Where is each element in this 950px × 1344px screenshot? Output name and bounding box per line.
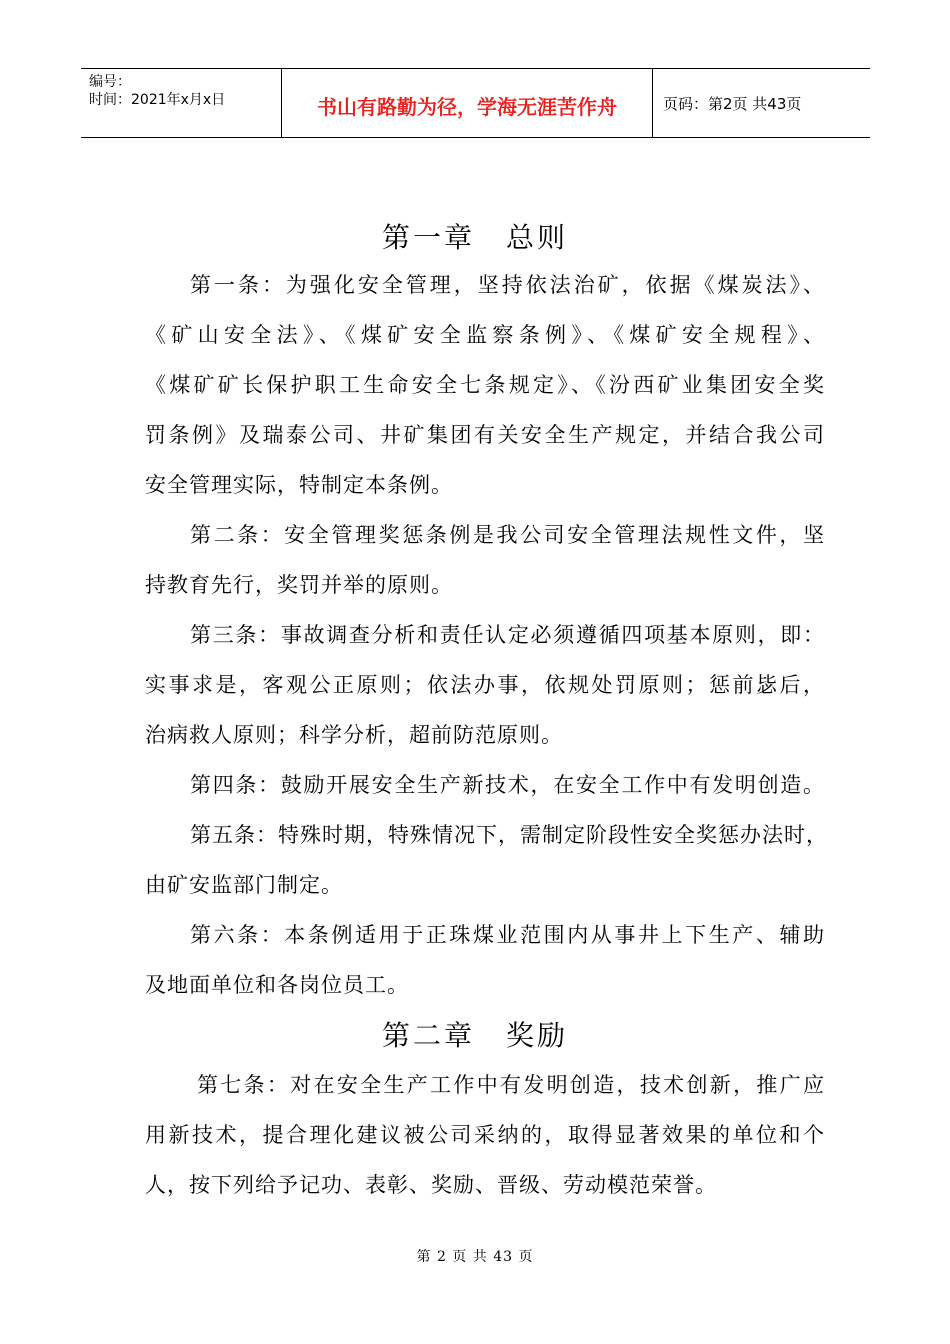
page-footer: 第 2 页 共 43 页 — [416, 1249, 534, 1265]
body-line: 第七条：对在安全生产工作中有发明创造，技术创新，推广应 — [197, 1073, 825, 1097]
body-line: 第六条：本条例适用于正珠煤业范围内从事井上下生产、辅助 — [190, 923, 825, 947]
body-line: 第二条：安全管理奖惩条例是我公司安全管理法规性文件，坚 — [190, 523, 825, 547]
body-line: 安全管理实际，特制定本条例。 — [145, 473, 453, 497]
body-line: 人，按下列给予记功、表彰、奖励、晋级、劳动模范荣誉。 — [145, 1173, 717, 1197]
header-motto: 书山有路勤为径，学海无涯苦作舟 — [317, 95, 617, 119]
body-line: 及地面单位和各岗位员工。 — [145, 973, 409, 997]
header-motto-cell — [282, 69, 653, 137]
header-meta-cell — [81, 69, 282, 137]
body-line: 第四条：鼓励开展安全生产新技术，在安全工作中有发明创造。 — [190, 773, 825, 797]
body-line: 《煤矿矿长保护职工生命安全七条规定》、《汾西矿业集团安全奖 — [145, 373, 825, 397]
header-page-cell — [653, 69, 870, 137]
chapter-1-title: 第一章 总则 — [381, 221, 568, 254]
body-line: 实事求是，客观公正原则；依法办事，依规处罚原则；惩前毖后， — [145, 673, 825, 697]
page-header — [81, 68, 870, 138]
body-line: 用新技术，提合理化建议被公司采纳的，取得显著效果的单位和个 — [145, 1123, 825, 1147]
body-line: 治病救人原则；科学分析，超前防范原则。 — [145, 723, 563, 747]
body-line: 持教育先行，奖罚并举的原则。 — [145, 573, 453, 597]
body-line: 第一条：为强化安全管理，坚持依法治矿，依据《煤炭法》、 — [190, 273, 825, 297]
body-line: 第五条：特殊时期，特殊情况下，需制定阶段性安全奖惩办法时， — [190, 823, 828, 847]
body-line: 由矿安监部门制定。 — [145, 873, 343, 897]
body-line: 第三条：事故调查分析和责任认定必须遵循四项基本原则，即： — [190, 623, 825, 647]
body-line: 罚条例》及瑞泰公司、井矿集团有关安全生产规定，并结合我公司 — [145, 423, 825, 447]
document-number-label: 编号： — [89, 74, 131, 90]
document-time-label: 时间：2021年x月x日 — [89, 92, 226, 108]
header-page-info: 页码：第2页 共43页 — [663, 95, 802, 113]
chapter-2-title: 第二章 奖励 — [381, 1019, 568, 1052]
body-line: 《矿山安全法》、《煤矿安全监察条例》、《煤矿安全规程》、 — [145, 323, 825, 347]
